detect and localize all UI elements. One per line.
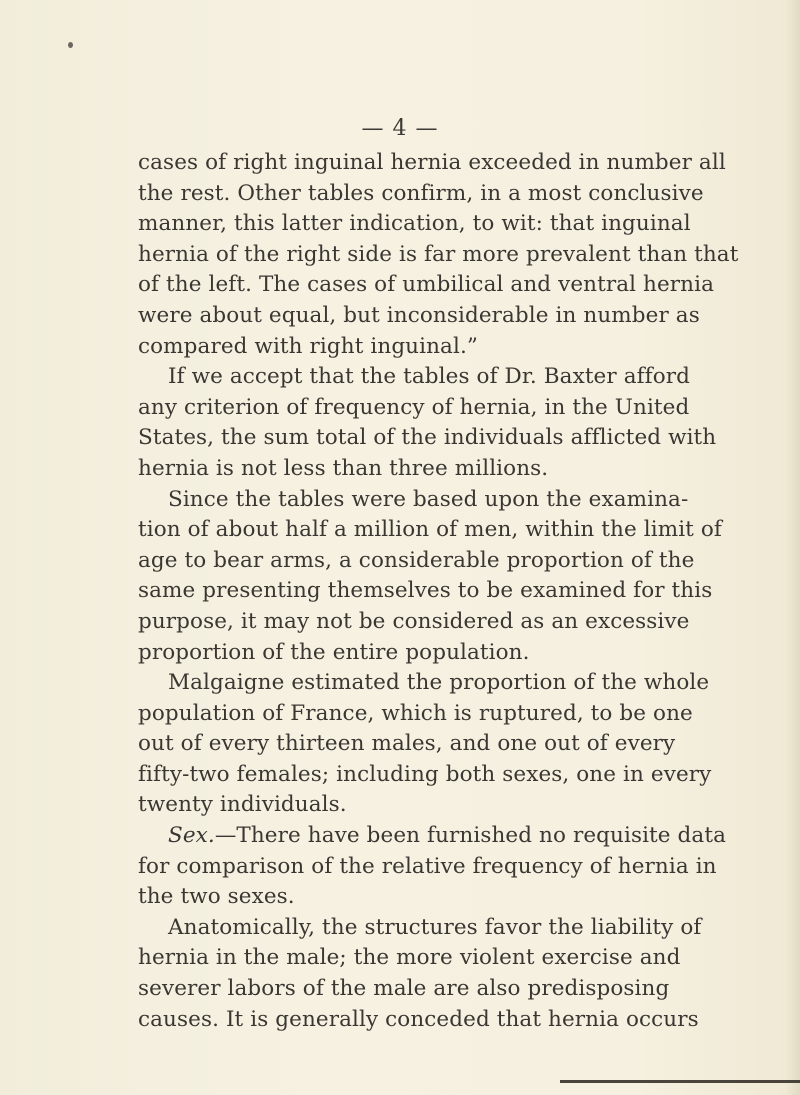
text-line: proportion of the entire population. xyxy=(138,639,530,665)
paragraph-start-line: If we accept that the tables of Dr. Baxter afford xyxy=(168,364,691,390)
text-line: cases of right inguinal hernia exceeded in number all xyxy=(138,150,726,175)
text-line: States, the sum total of the individuals afflicted with xyxy=(138,425,717,451)
text-line: population of France, which is ruptured, to be one xyxy=(138,700,693,726)
ink-speck xyxy=(68,42,73,48)
text-line: compared with right inguinal.” xyxy=(138,333,478,359)
section-heading-sex: Sex. xyxy=(168,823,215,849)
page-edge-shadow xyxy=(786,0,800,1095)
text-line: age to bear arms, a considerable proportion of the xyxy=(138,547,695,573)
text-line: purpose, it may not be considered as an excessive xyxy=(138,608,690,634)
text-line: hernia of the right side is far more prevalent than that xyxy=(138,241,739,267)
paragraph-start-line: Since the tables were based upon the examina- xyxy=(168,486,689,512)
text-line: for comparison of the relative frequency of hernia in xyxy=(138,853,717,879)
text-line: were about equal, but inconsiderable in number as xyxy=(138,302,700,328)
text-line: twenty individuals. xyxy=(138,792,347,818)
text-line: same presenting themselves to be examined for this xyxy=(138,578,713,604)
text-line: causes. It is generally conceded that hernia occurs xyxy=(138,1006,699,1032)
page-bottom-edge xyxy=(560,1080,800,1083)
text-line: of the left. The cases of umbilical and ventral hernia xyxy=(138,272,715,298)
text-line: out of every thirteen males, and one out of every xyxy=(138,731,676,757)
page-number: — 4 — xyxy=(361,116,439,141)
body-text xyxy=(138,148,739,1035)
text-line: fifty-two females; including both sexes, one in every xyxy=(138,761,712,787)
section-heading-text: —There have been furnished no requisite data xyxy=(214,823,726,849)
text-line: hernia is not less than three millions. xyxy=(138,455,549,481)
section-heading-line xyxy=(138,821,726,852)
text-line: the two sexes. xyxy=(138,884,295,910)
paragraph-start-line: Anatomically, the structures favor the liability of xyxy=(168,914,702,940)
paragraph-start-line: Malgaigne estimated the proportion of the whole xyxy=(168,670,710,696)
text-line: tion of about half a million of men, within the limit of xyxy=(138,517,722,543)
text-line: hernia in the male; the more violent exercise and xyxy=(138,945,681,971)
text-line: any criterion of frequency of hernia, in the United xyxy=(138,394,690,420)
text-line: manner, this latter indication, to wit: that inguinal xyxy=(138,211,691,237)
text-line: severer labors of the male are also predisposing xyxy=(138,976,670,1002)
text-line: the rest. Other tables confirm, in a most conclusive xyxy=(138,180,704,206)
